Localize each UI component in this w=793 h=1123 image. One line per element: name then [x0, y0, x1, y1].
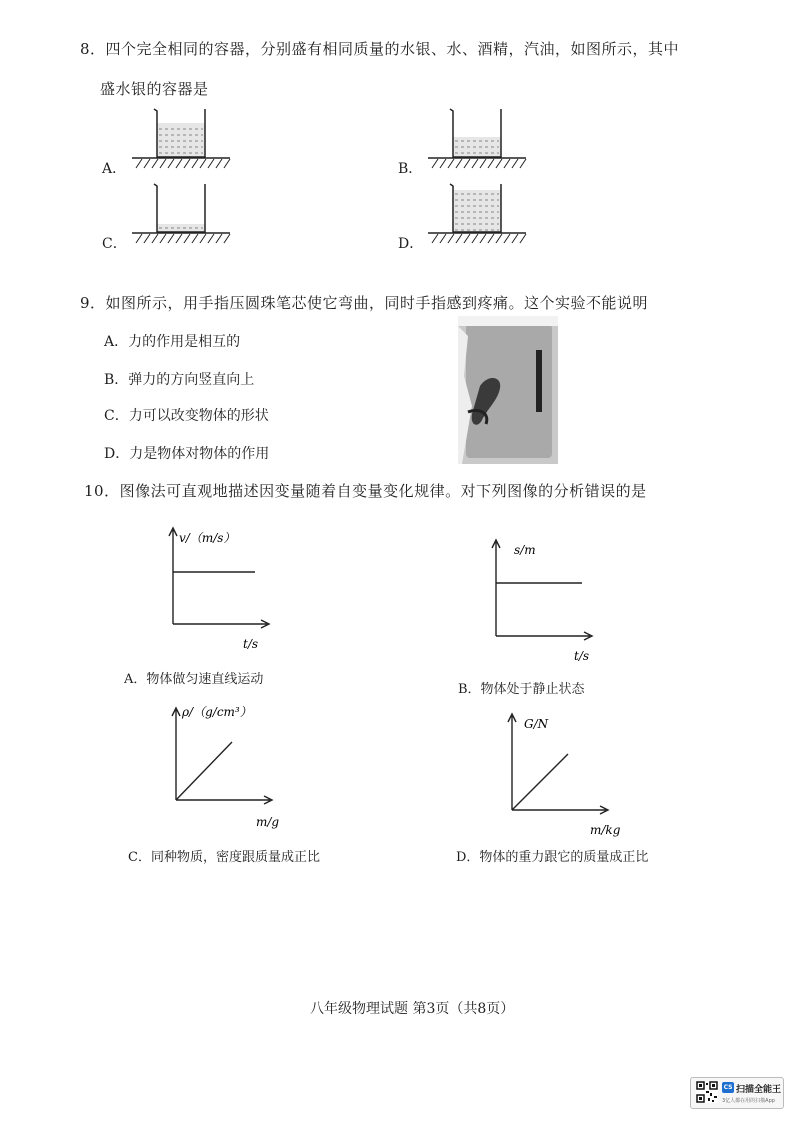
q9-stem: 9．如图所示，用手指压圆珠笔芯使它弯曲，同时手指感到疼痛。这个实验不能说明	[80, 294, 649, 312]
q10-caption-d: D．物体的重力跟它的质量成正比	[456, 850, 649, 865]
q8-option-b-label: B．	[398, 161, 423, 177]
q8-option-d-label: D．	[398, 236, 424, 252]
q10-caption-b: B．物体处于静止状态	[458, 682, 585, 697]
q10-graph-c	[158, 700, 293, 840]
x-axis-label: m/kg	[590, 823, 621, 837]
ground-hatch	[432, 159, 526, 168]
pen-refill	[536, 350, 542, 412]
q8-option-a-label: A．	[102, 161, 127, 177]
q8-beaker-c-figure	[128, 178, 238, 244]
x-axis-label: m/g	[256, 815, 280, 829]
y-axis	[508, 714, 516, 810]
q10-caption-a: A．物体做匀速直线运动	[124, 672, 264, 687]
y-axis-label: v/（m/s）	[179, 531, 236, 545]
q8-stem-line2: 盛水银的容器是	[100, 80, 209, 98]
x-axis	[176, 796, 272, 804]
scanner-app-tagline: 3亿人都在用的扫描App	[722, 1098, 775, 1104]
camscanner-logo-badge: CS	[723, 1084, 733, 1091]
q10-graph-b	[478, 532, 613, 672]
ground-hatch	[432, 234, 526, 243]
q8-beaker-b-figure	[424, 103, 534, 169]
q10-caption-c: C．同种物质，密度跟质量成正比	[128, 850, 320, 865]
q8-beaker-a-figure	[128, 103, 238, 169]
q9-photo-finger-pressing-pen-refill	[458, 316, 558, 464]
x-axis	[512, 806, 608, 814]
q9-option-d: D．力是物体对物体的作用	[104, 446, 270, 462]
q9-option-a: A．力的作用是相互的	[104, 334, 241, 350]
y-axis-label: ρ/（g/cm³）	[182, 705, 252, 719]
y-axis	[169, 528, 177, 624]
x-axis-label: t/s	[243, 637, 259, 651]
qr-code-icon	[696, 1081, 718, 1103]
x-axis	[173, 620, 269, 628]
q8-stem-line1: 8．四个完全相同的容器，分别盛有相同质量的水银、水、酒精，汽油，如图所示，其中	[80, 40, 680, 58]
ground-hatch	[136, 234, 230, 243]
ground-hatch	[136, 159, 230, 168]
q10-graph-d	[494, 708, 629, 840]
q9-option-b: B．弹力的方向竖直向上	[104, 372, 255, 388]
y-axis-label: s/m	[514, 543, 536, 557]
graph-line	[512, 754, 568, 810]
y-axis	[492, 540, 500, 636]
page-footer: 八年级物理试题 第3页（共8页）	[310, 1001, 515, 1017]
scanner-watermark	[690, 1077, 784, 1109]
x-axis-label: t/s	[574, 649, 590, 663]
liquid	[453, 190, 501, 232]
y-axis-label: G/N	[524, 717, 549, 731]
graph-line	[176, 742, 232, 800]
x-axis	[496, 632, 592, 640]
photo-top-edge	[458, 316, 558, 326]
liquid	[157, 123, 205, 157]
q8-option-c-label: C．	[102, 236, 127, 252]
y-axis	[172, 708, 180, 800]
q10-graph-a	[155, 520, 290, 660]
scanner-app-name: 扫描全能王	[736, 1085, 782, 1095]
q8-beaker-d-figure	[424, 178, 534, 244]
q10-stem: 10．图像法可直观地描述因变量随着自变量变化规律。对下列图像的分析错误的是	[84, 482, 647, 500]
q9-option-c: C．力可以改变物体的形状	[104, 408, 269, 424]
